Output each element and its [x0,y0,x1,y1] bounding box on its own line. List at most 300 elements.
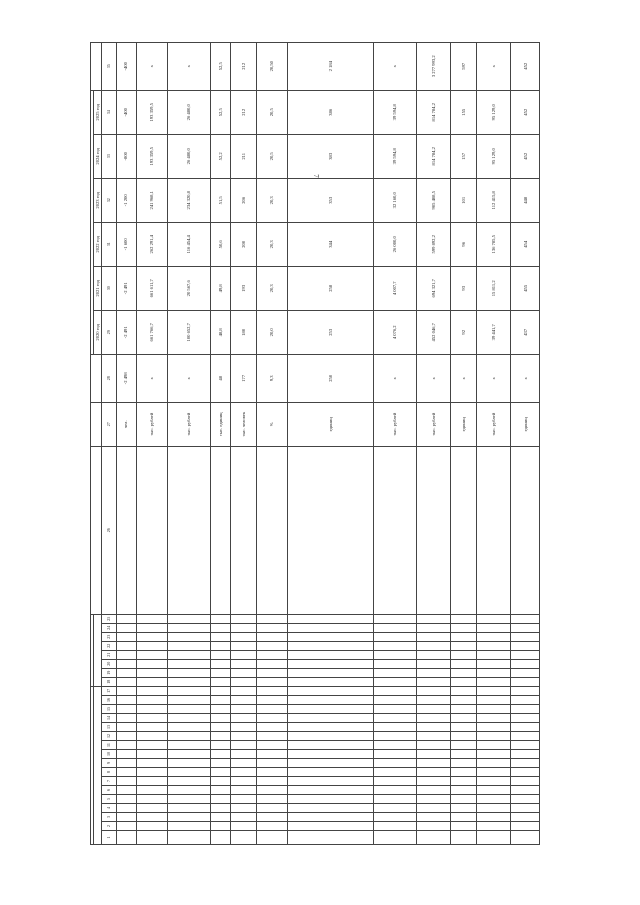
column-number: 32 [102,178,116,222]
code-cell [256,786,287,795]
code-cell [210,750,230,759]
code-cell [256,741,287,750]
indicator-description [210,446,230,614]
code-cell [451,623,477,632]
code-cell [288,768,374,777]
column-number: 1 [102,831,116,845]
code-cell [136,750,167,759]
code-cell [116,777,136,786]
code-cell [116,741,136,750]
code-cell [416,822,450,831]
code-cell [210,732,230,741]
code-cell [136,623,167,632]
indicators-table [90,42,540,845]
code-cell [416,786,450,795]
plan-value-cell: 155 [451,90,477,134]
unit-cell: тыс. человек [230,402,256,446]
plan-value-cell: 599 892,2 [416,222,450,266]
code-cell [168,686,211,695]
plan-value-cell: 52,2 [210,134,230,178]
final-value-cell: -400 [116,42,136,90]
plan-value-cell: 26 000,0 [374,222,417,266]
header-base-value [91,354,102,402]
code-cell [230,750,256,759]
code-cell [136,786,167,795]
code-cell [476,705,510,714]
plan-value-cell: 694 321,7 [416,266,450,310]
code-cell [511,822,540,831]
code-cell [256,804,287,813]
code-cell [168,777,211,786]
plan-value-cell: 206 [230,178,256,222]
code-cell [416,659,450,668]
header-unit [91,402,102,446]
plan-value-cell: 92 [451,310,477,354]
code-cell [511,668,540,677]
base-value-cell: 177 [230,354,256,402]
code-cell [416,768,450,777]
plan-value-cell: 383 [288,134,374,178]
column-number: 6 [102,786,116,795]
code-cell [116,723,136,732]
column-number: 14 [102,714,116,723]
code-cell [230,768,256,777]
column-number: 2 [102,822,116,831]
unit-cell: тыс. рублей [136,402,167,446]
code-cell [511,750,540,759]
plan-value-cell: 20,3 [256,266,287,310]
plan-value-cell: 241 968,1 [136,178,167,222]
plan-value-cell: 180 [230,310,256,354]
code-cell [416,686,450,695]
base-value-cell: х [416,354,450,402]
code-cell [511,732,540,741]
code-cell [451,677,477,686]
code-cell [210,813,230,822]
code-cell [374,741,417,750]
plan-value-cell: -800 [116,134,136,178]
code-cell [416,750,450,759]
code-cell [511,759,540,768]
table-row [116,42,136,844]
code-cell [288,668,374,677]
code-cell [230,813,256,822]
code-cell [476,686,510,695]
code-cell [116,696,136,705]
indicator-description [168,446,211,614]
code-cell [476,650,510,659]
header-program-subcodes [94,614,102,686]
unit-cell: тыс. рублей [476,402,510,446]
code-cell [476,795,510,804]
code-cell [511,650,540,659]
code-cell [511,813,540,822]
code-cell [476,723,510,732]
code-cell [416,741,450,750]
code-cell [210,659,230,668]
code-cell [136,632,167,641]
plan-value-cell: 452 [511,134,540,178]
code-cell [256,623,287,632]
code-cell [374,686,417,695]
code-cell [210,777,230,786]
code-cell [230,723,256,732]
plan-value-cell: 386 [288,90,374,134]
plan-value-cell: 26 480,0 [168,134,211,178]
code-cell [116,614,136,623]
code-cell [116,632,136,641]
code-cell [476,677,510,686]
code-cell [168,768,211,777]
code-cell [168,623,211,632]
plan-value-cell: 661 766,7 [136,310,167,354]
code-cell [511,696,540,705]
plan-value-cell: 200 [230,222,256,266]
plan-value-cell: 20 567,6 [168,266,211,310]
indicator-description [374,446,417,614]
code-cell [230,831,256,845]
header-final-value [91,42,102,90]
plan-value-cell: 452 046,7 [416,310,450,354]
column-number: 29 [102,310,116,354]
code-cell [476,696,510,705]
column-number: 23 [102,632,116,641]
plan-value-cell: -2 491 [116,310,136,354]
unit-cell: единиц [511,402,540,446]
unit-cell: тыс. рублей [374,402,417,446]
column-number: 26 [102,446,116,614]
unit-cell: тыс. рублей [168,402,211,446]
code-cell [476,641,510,650]
code-cell [256,750,287,759]
code-cell [374,650,417,659]
code-cell [116,659,136,668]
plan-value-cell: 112 415,8 [476,178,510,222]
code-cell [451,813,477,822]
code-cell [136,741,167,750]
code-cell [116,750,136,759]
code-cell [374,668,417,677]
column-number: 15 [102,705,116,714]
code-cell [168,696,211,705]
code-cell [136,677,167,686]
base-value-cell: 250 [288,354,374,402]
final-value-cell: х [476,42,510,90]
code-cell [288,696,374,705]
code-cell [136,659,167,668]
code-cell [210,768,230,777]
code-cell [168,786,211,795]
code-cell [230,786,256,795]
code-cell [210,714,230,723]
plan-value-cell: 262 291,4 [136,222,167,266]
unit-cell: единиц [288,402,374,446]
final-value-cell: х [168,42,211,90]
plan-value-cell: 95 129,0 [476,134,510,178]
code-cell [210,623,230,632]
code-cell [451,714,477,723]
plan-value-cell: 258 [288,266,374,310]
code-cell [416,677,450,686]
plan-value-cell: 454 [511,222,540,266]
plan-value-cell: 26 480,0 [168,90,211,134]
code-cell [210,723,230,732]
plan-value-cell: 814 784,2 [416,90,450,134]
code-cell [374,659,417,668]
code-cell [116,705,136,714]
column-number: 28 [102,354,116,402]
code-cell [136,686,167,695]
plan-value-cell: 20,3 [256,222,287,266]
code-cell [451,804,477,813]
header-year-1: 2020 год [94,310,102,354]
code-cell [288,804,374,813]
code-cell [116,768,136,777]
unit-cell: единиц [451,402,477,446]
code-cell [416,668,450,677]
plan-value-cell: 661 611,7 [136,266,167,310]
code-cell [451,786,477,795]
code-cell [230,677,256,686]
code-cell [476,768,510,777]
code-cell [476,786,510,795]
column-number: 3 [102,813,116,822]
code-cell [230,641,256,650]
code-cell [288,786,374,795]
plan-value-cell: 157 [451,134,477,178]
indicator-description [476,446,510,614]
code-cell [451,650,477,659]
plan-value-cell: 905 408,5 [416,178,450,222]
plan-value-cell: 50,6 [210,222,230,266]
plan-value-cell: 212 [230,90,256,134]
code-cell [416,795,450,804]
code-cell [210,686,230,695]
code-cell [288,641,374,650]
code-cell [136,732,167,741]
code-cell [256,777,287,786]
code-cell [136,650,167,659]
code-cell [256,795,287,804]
code-cell [210,705,230,714]
column-number: 8 [102,768,116,777]
code-cell [416,614,450,623]
base-value-cell: х [136,354,167,402]
code-cell [256,614,287,623]
header-indicator-name [91,446,102,614]
code-cell [116,813,136,822]
base-value-cell: х [451,354,477,402]
code-cell [136,723,167,732]
code-cell [288,614,374,623]
table-row [230,42,256,844]
code-cell [136,696,167,705]
code-cell [136,777,167,786]
plan-value-cell: 814 784,2 [416,134,450,178]
table-row [136,42,167,844]
plan-value-cell: 52,5 [210,90,230,134]
plan-value-cell: -1 200 [116,178,136,222]
code-cell [374,696,417,705]
code-cell [116,668,136,677]
base-value-cell: х [168,354,211,402]
indicator-description [451,446,477,614]
code-cell [288,831,374,845]
code-cell [256,768,287,777]
code-cell [476,777,510,786]
plan-value-cell: 39 441,7 [476,310,510,354]
code-cell [136,705,167,714]
code-cell [168,732,211,741]
code-cell [168,759,211,768]
base-value-cell: х [374,354,417,402]
plan-value-cell: 32 160,0 [374,178,417,222]
plan-value-cell: 95 129,0 [476,90,510,134]
code-cell [374,705,417,714]
code-cell [374,714,417,723]
code-cell [476,668,510,677]
code-cell [230,686,256,695]
plan-value-cell: 20,5 [256,134,287,178]
code-cell [451,822,477,831]
header-year-6: 2025 год [94,90,102,134]
code-cell [511,777,540,786]
final-value-cell: 452 [511,42,540,90]
plan-value-cell: 253 [288,310,374,354]
code-cell [374,614,417,623]
code-cell [451,768,477,777]
unit-cell: чел. [116,402,136,446]
code-cell [230,659,256,668]
code-cell [511,641,540,650]
code-cell [168,614,211,623]
code-cell [168,831,211,845]
final-value-cell: 597 [451,42,477,90]
code-cell [511,686,540,695]
header-year-2: 2021 год [94,266,102,310]
code-cell [511,831,540,845]
code-cell [256,641,287,650]
code-cell [256,732,287,741]
code-cell [230,777,256,786]
code-cell [416,650,450,659]
column-number: 17 [102,686,116,695]
code-cell [256,714,287,723]
code-cell [476,831,510,845]
code-cell [116,641,136,650]
code-cell [476,714,510,723]
code-cell [416,804,450,813]
code-cell [416,759,450,768]
base-value-cell: 9,3 [256,354,287,402]
code-cell [116,677,136,686]
plan-value-cell: 20,3 [256,178,287,222]
table-row [416,42,450,844]
code-cell [230,714,256,723]
indicator-description [230,446,256,614]
column-number: 11 [102,741,116,750]
code-cell [116,732,136,741]
code-cell [476,813,510,822]
code-cell [288,686,374,695]
code-cell [168,632,211,641]
code-cell [511,677,540,686]
code-cell [416,623,450,632]
code-cell [451,741,477,750]
code-cell [288,822,374,831]
code-cell [116,795,136,804]
code-cell [136,813,167,822]
plan-value-cell: 96 [451,222,477,266]
code-cell [168,741,211,750]
code-cell [288,741,374,750]
base-value-cell: х [476,354,510,402]
code-cell [230,741,256,750]
plan-value-cell: 4 076,2 [374,310,417,354]
header-budget-subcodes [94,686,102,844]
column-number: 5 [102,795,116,804]
code-cell [288,705,374,714]
base-value-cell: -2 498 [116,354,136,402]
code-cell [168,641,211,650]
plan-value-cell: 136 785,5 [476,222,510,266]
code-cell [416,696,450,705]
table-row [374,42,417,844]
code-cell [288,795,374,804]
code-cell [168,650,211,659]
final-value-cell: 20,50 [256,42,287,90]
code-cell [256,677,287,686]
code-cell [210,822,230,831]
indicator-description [256,446,287,614]
code-cell [136,614,167,623]
indicator-description [288,446,374,614]
code-cell [136,714,167,723]
final-value-cell: х [136,42,167,90]
code-cell [210,795,230,804]
code-cell [230,650,256,659]
code-cell [136,831,167,845]
code-cell [230,623,256,632]
code-cell [230,705,256,714]
code-cell [416,632,450,641]
column-number: 18 [102,677,116,686]
code-cell [451,777,477,786]
code-cell [136,795,167,804]
code-cell [374,677,417,686]
column-number: 20 [102,659,116,668]
code-cell [288,777,374,786]
plan-value-cell: 4 007,7 [374,266,417,310]
plan-value-cell: 193 [230,266,256,310]
code-cell [511,768,540,777]
column-number: 34 [102,90,116,134]
plan-value-cell: -400 [116,90,136,134]
code-cell [511,614,540,623]
code-cell [451,705,477,714]
code-cell [511,623,540,632]
code-cell [230,668,256,677]
code-cell [210,804,230,813]
code-cell [210,632,230,641]
table-row [168,42,211,844]
code-cell [116,650,136,659]
plan-value-cell: 448 [511,178,540,222]
column-number: 9 [102,759,116,768]
code-cell [288,723,374,732]
code-cell [476,614,510,623]
code-cell [288,714,374,723]
